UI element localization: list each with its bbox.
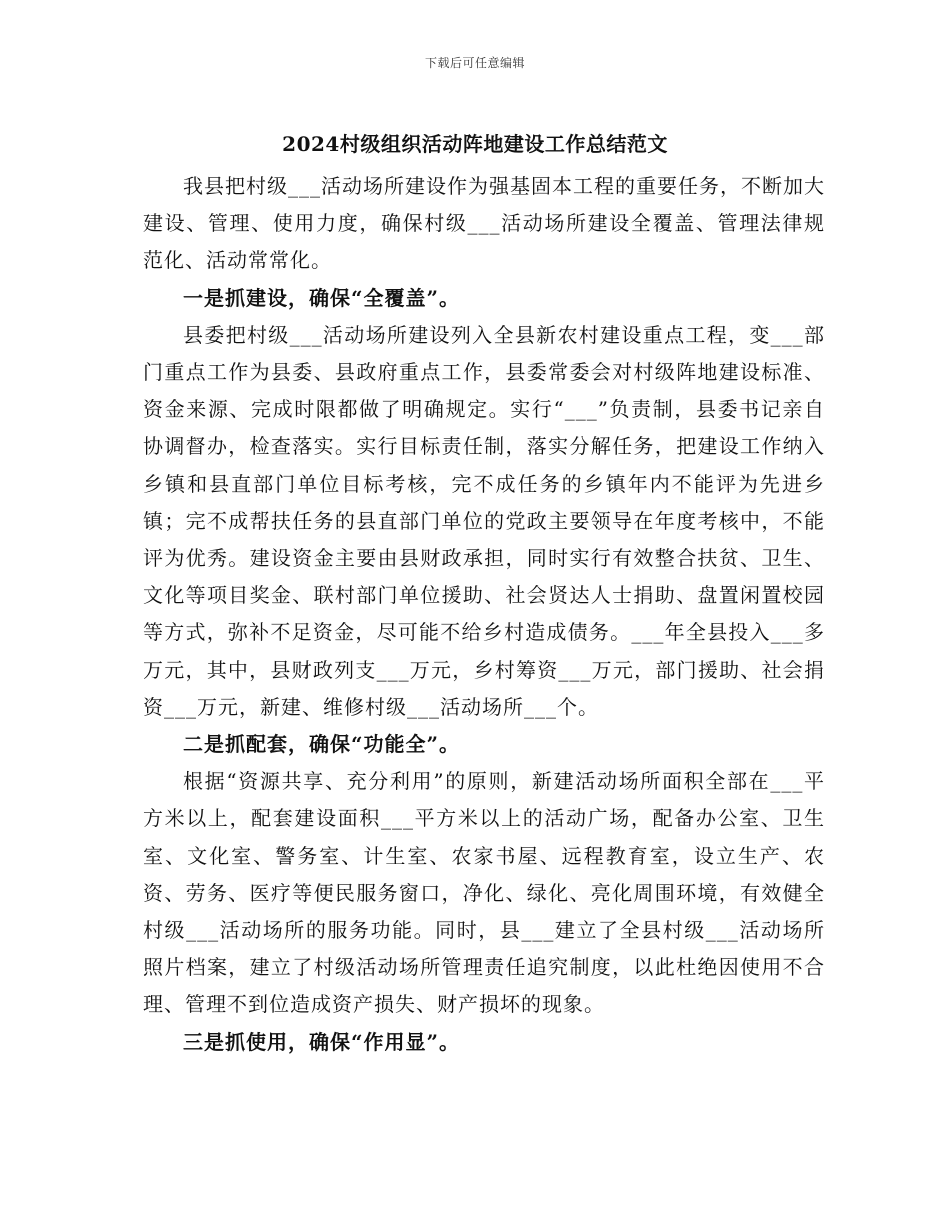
header-note: 下载后可任意编辑	[424, 56, 525, 70]
section-paragraph-1: 县委把村级___活动场所建设列入全县新农村建设重点工程，变___部门重点工作为县委、县政府重点工作，县委常委会对村级阵地建设标准、资金来源、完成时限都做了明确规定。实行“___”负责制，县委书记亲自协调督办，检查落实。实行目标责任制，落实分解任务，把建设工作纳入乡镇和县直部门单位目标考核，完不成任务的乡镇年内不能评为先进乡镇；完不成帮扶任务的县直部门单位的党政主要领导在年度考核中，不能评为优秀。建设资金主要由县财政承担，同时实行有效整合扶贫、卫生、文化等项目奖金、联村部门单位援助、社会贤达人士捐助、盘置闲置校园等方式，弥补不足资金，尽可能不给乡村造成债务。___年全县投入___多万元，其中，县财政列支___万元，乡村筹资___万元，部门援助、社会捐资___万元，新建、维修村级___活动场所___个。	[143, 322, 825, 719]
document-body	[143, 168, 825, 1061]
document-title: 2024村级组织活动阵地建设工作总结范文	[282, 132, 668, 156]
section-heading-1: 一是抓建设，确保“全覆盖”。	[183, 285, 461, 310]
section-heading-2: 二是抓配套，确保“功能全”。	[183, 732, 461, 757]
section-heading-3: 三是抓使用，确保“作用显”。	[183, 1029, 461, 1054]
intro-paragraph: 我县把村级___活动场所建设作为强基固本工程的重要任务，不断加大建设、管理、使用力度，确保村级___活动场所建设全覆盖、管理法律规范化、活动常常化。	[143, 174, 825, 273]
section-paragraph-2: 根据“资源共享、充分利用”的原则，新建活动场所面积全部在___平方米以上，配套建设面积___平方米以上的活动广场，配备办公室、卫生室、文化室、警务室、计生室、农家书屋、远程教育室，设立生产、农资、劳务、医疗等便民服务窗口，净化、绿化、亮化周围环境，有效健全村级___活动场所的服务功能。同时，县___建立了全县村级___活动场所照片档案，建立了村级活动场所管理责任追究制度，以此杜绝因使用不合理、管理不到位造成资产损失、财产损坏的现象。	[143, 769, 825, 1017]
